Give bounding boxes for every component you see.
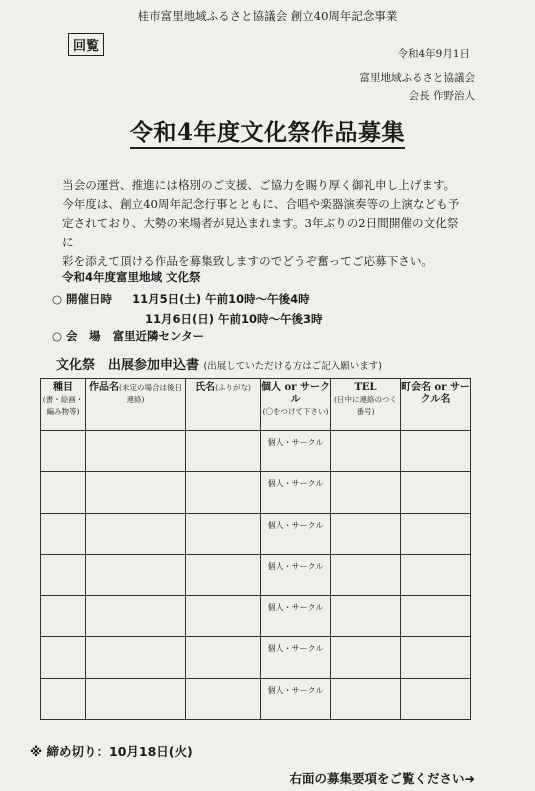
header-line: 桂市富里地域ふるさと協議会 創立40周年記念事業: [137, 9, 398, 23]
tel-cell[interactable]: [331, 554, 401, 595]
intro-paragraph: [62, 176, 462, 271]
type-cell[interactable]: 個人・サークル: [261, 513, 331, 554]
table-row: [41, 678, 471, 719]
date-day1: 11月5日(土) 午前10時～午後4時: [132, 292, 310, 306]
table-row: [41, 472, 471, 513]
type-cell[interactable]: 個人・サークル: [261, 431, 331, 472]
header-town: 町会名 or サークル名: [401, 379, 471, 431]
venue-label: ○ 会 場: [52, 329, 101, 343]
type-cell[interactable]: 個人・サークル: [261, 678, 331, 719]
form-note: (出展していただける方はご記入願います): [203, 361, 382, 372]
work-cell[interactable]: [86, 513, 186, 554]
name-cell[interactable]: [186, 431, 261, 472]
town-cell[interactable]: [401, 513, 471, 554]
name-cell[interactable]: [186, 678, 261, 719]
tel-cell[interactable]: [331, 431, 401, 472]
type-cell[interactable]: 個人・サークル: [261, 637, 331, 678]
town-cell[interactable]: [401, 472, 471, 513]
name-cell[interactable]: [186, 472, 261, 513]
table-row: [41, 554, 471, 595]
table-row: [41, 596, 471, 637]
town-cell[interactable]: [401, 554, 471, 595]
work-cell[interactable]: [86, 472, 186, 513]
festival-name: 令和4年度富里地域 文化祭: [62, 270, 201, 284]
intro-line: 彩を添えて頂ける作品を募集致しますのでどうぞ奮ってご応募下さい。: [62, 254, 434, 268]
intro-line: 今年度は、創立40周年記念行事とともに、合唱や楽器演奏等の上演なども予: [62, 197, 460, 211]
tel-cell[interactable]: [331, 472, 401, 513]
see-reverse-note: 右面の募集要項をご覧ください➜: [289, 771, 475, 786]
name-cell[interactable]: [186, 513, 261, 554]
intro-line: 定されており、大勢の来場者が見込まれます。3年ぶりの2日間開催の文化祭に: [62, 216, 459, 249]
genre-cell[interactable]: [41, 513, 86, 554]
table-row: [41, 637, 471, 678]
intro-line: 当会の運営、推進には格別のご支援、ご協力を賜り厚く御礼申し上げます。: [62, 178, 456, 192]
work-cell[interactable]: [86, 431, 186, 472]
header-genre: 種目 (書・絵画・編み物等): [41, 379, 86, 431]
town-cell[interactable]: [401, 678, 471, 719]
festival-dates-row: [52, 291, 310, 307]
tel-cell[interactable]: [331, 596, 401, 637]
header-tel: TEL (日中に連絡のつく番号): [331, 379, 401, 431]
town-cell[interactable]: [401, 596, 471, 637]
name-cell[interactable]: [186, 637, 261, 678]
type-cell[interactable]: 個人・サークル: [261, 554, 331, 595]
table-row: [41, 431, 471, 472]
work-cell[interactable]: [86, 596, 186, 637]
page-title: 令和4年度文化祭作品募集: [0, 114, 535, 147]
deadline: ※ 締め切り：10月18日(火): [30, 744, 193, 759]
genre-cell[interactable]: [41, 431, 86, 472]
genre-cell[interactable]: [41, 637, 86, 678]
venue-name: 富里近隣センター: [112, 329, 205, 343]
festival-date-day2: 11月6日(日) 午前10時～午後3時: [145, 312, 323, 326]
type-cell[interactable]: 個人・サークル: [261, 596, 331, 637]
type-cell[interactable]: 個人・サークル: [261, 472, 331, 513]
genre-cell[interactable]: [41, 596, 86, 637]
festival-venue-row: [52, 328, 204, 344]
header-work: 作品名(未定の場合は後日連絡): [86, 379, 186, 431]
header-type: 個人 or サークル (〇をつけて下さい): [261, 379, 331, 431]
sender-org: 富里地域ふるさと協議会: [359, 72, 475, 84]
town-cell[interactable]: [401, 637, 471, 678]
work-cell[interactable]: [86, 678, 186, 719]
genre-cell[interactable]: [41, 472, 86, 513]
name-cell[interactable]: [186, 596, 261, 637]
tel-cell[interactable]: [331, 513, 401, 554]
dates-label: ○ 開催日時: [52, 292, 113, 306]
town-cell[interactable]: [401, 431, 471, 472]
application-table: [40, 378, 471, 720]
table-row: [41, 513, 471, 554]
circulation-stamp: 回覧: [68, 33, 104, 56]
tel-cell[interactable]: [331, 678, 401, 719]
form-title: 文化祭 出展参加申込書 (出展していただける方はご記入願います): [56, 358, 382, 373]
header-name: 氏名(ふりがな): [186, 379, 261, 431]
work-cell[interactable]: [86, 554, 186, 595]
tel-cell[interactable]: [331, 637, 401, 678]
name-cell[interactable]: [186, 554, 261, 595]
genre-cell[interactable]: [41, 678, 86, 719]
genre-cell[interactable]: [41, 554, 86, 595]
sender-president: 会長 作野治人: [408, 90, 475, 102]
issue-date: 令和4年9月1日: [397, 48, 470, 60]
work-cell[interactable]: [86, 637, 186, 678]
